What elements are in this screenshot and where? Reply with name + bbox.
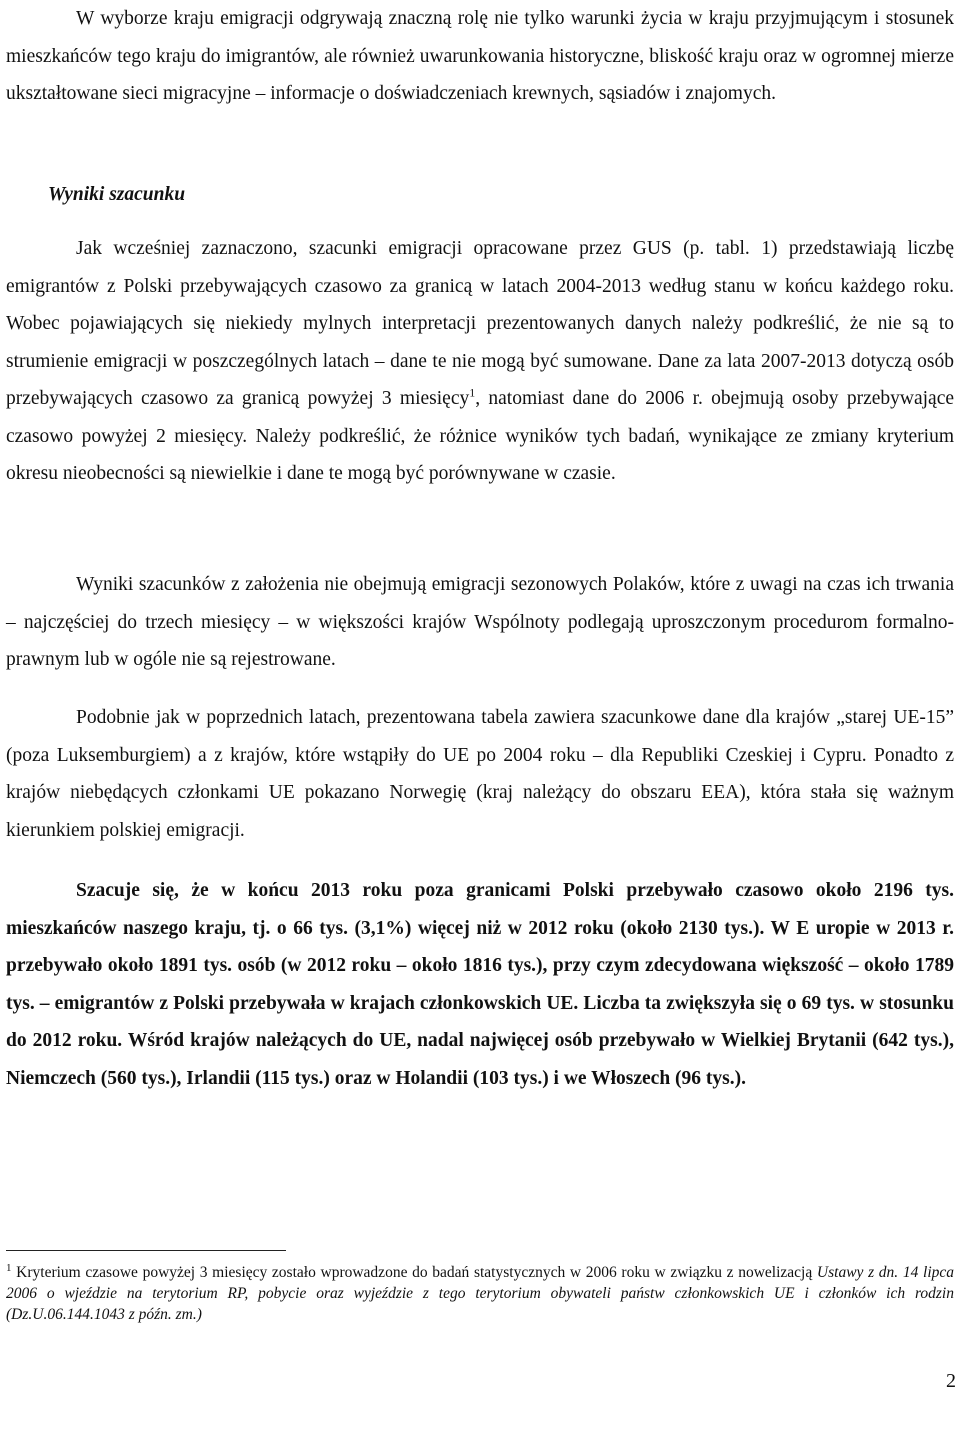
footnote-citation: Ustawy z dn. 14 lipca 2006 o wjeździe na terytorium RP, pobycie oraz wyjeździe z tego terytorium obywateli państw członkowskich UE i członków ich rodzin (Dz.U.06.144.1043 z późn. zm.) [6, 1264, 955, 1323]
footnote-reference[interactable]: 1 [469, 385, 476, 400]
page-number: 2 [946, 1370, 956, 1392]
footnote-marker: 1 [6, 1261, 12, 1274]
paragraph-seasonal-migration: Wyniki szacunków z założenia nie obejmują emigracji sezonowych Polaków, które z uwagi na czas ich trwania – najczęściej do trzech miesięcy – w większości krajów Wspólnoty podlegają uproszczonym procedurom formalno-prawnym lub w ogóle nie są rejestrowane. [6, 574, 954, 670]
section-heading: Wyniki szacunku [48, 184, 186, 205]
paragraph-key-findings: Szacuje się, że w końcu 2013 roku poza granicami Polski przebywało czasowo około 2196 tys. mieszkańców naszego kraju, tj. o 66 tys. (3,1%) więcej niż w 2012 roku (około 2130 tys.). W E uropie w 2013 r. przebywało około 1891 tys. osób (w 2012 roku – około 1816 tys.), przy czym zdecydowana większość – około 1789 tys. – emigrantów z Polski przebywała w krajach członkowskich UE. Liczba ta zwiększyła się o 69 tys. w stosunku do 2012 roku. Wśród krajów należących do UE, nadal najwięcej osób przebywało w Wielkiej Brytanii (642 tys.), Niemczech (560 tys.), Irlandii (115 tys.) oraz w Holandii (103 tys.) i we Włoszech (96 tys.). [6, 880, 954, 1089]
paragraph-text-continued: , natomiast dane do 2006 r. obejmują osoby przebywające czasowo powyżej 2 miesięcy. Należy podkreślić, że różnice wyników tych badań, wynikające ze zmiany kryterium okresu nieobecności są niewielkie i dane te mogą być porównywane w czasie. [6, 388, 955, 484]
footnote-text: Kryterium czasowe powyżej 3 miesięcy zostało wprowadzone do badań statystycznych w 2006 roku w związku z nowelizacją [11, 1264, 817, 1281]
paragraph-estimates-description [6, 230, 954, 493]
paragraph-text: Jak wcześniej zaznaczono, szacunki emigracji opracowane przez GUS (p. tabl. 1) przedstawiają liczbę emigrantów z Polski przebywających czasowo za granicą w latach 2004-2013 według stanu w końcu każdego roku. Wobec pojawiających się niekiedy mylnych interpretacji prezentowanych danych należy podkreślić, że nie są to strumienie emigracji w poszczególnych latach – dane te nie mogą być sumowane. Dane za lata 2007-2013 dotyczą osób przebywających czasowo za granicą powyżej 3 miesięcy [6, 238, 954, 409]
paragraph-countries-scope: Podobnie jak w poprzednich latach, prezentowana tabela zawiera szacunkowe dane dla krajów „starej UE-15” (poza Luksemburgiem) a z krajów, które wstąpiły do UE po 2004 roku – dla Republiki Czeskiej i Cypru. Ponadto z krajów niebędących członkami UE pokazano Norwegię (kraj należący do obszaru EEA), która stała się ważnym kierunkiem polskiej emigracji. [6, 707, 954, 841]
paragraph-emigration-factors: W wyborze kraju emigracji odgrywają znaczną rolę nie tylko warunki życia w kraju przyjmującym i stosunek mieszkańców tego kraju do imigrantów, ale również uwarunkowania historyczne, bliskość kraju oraz w ogromnej mierze ukształtowane sieci migracyjne – informacje o doświadczeniach krewnych, sąsiadów i znajomych. [6, 8, 954, 104]
footnote [6, 1262, 954, 1325]
footnote-divider [6, 1250, 286, 1251]
